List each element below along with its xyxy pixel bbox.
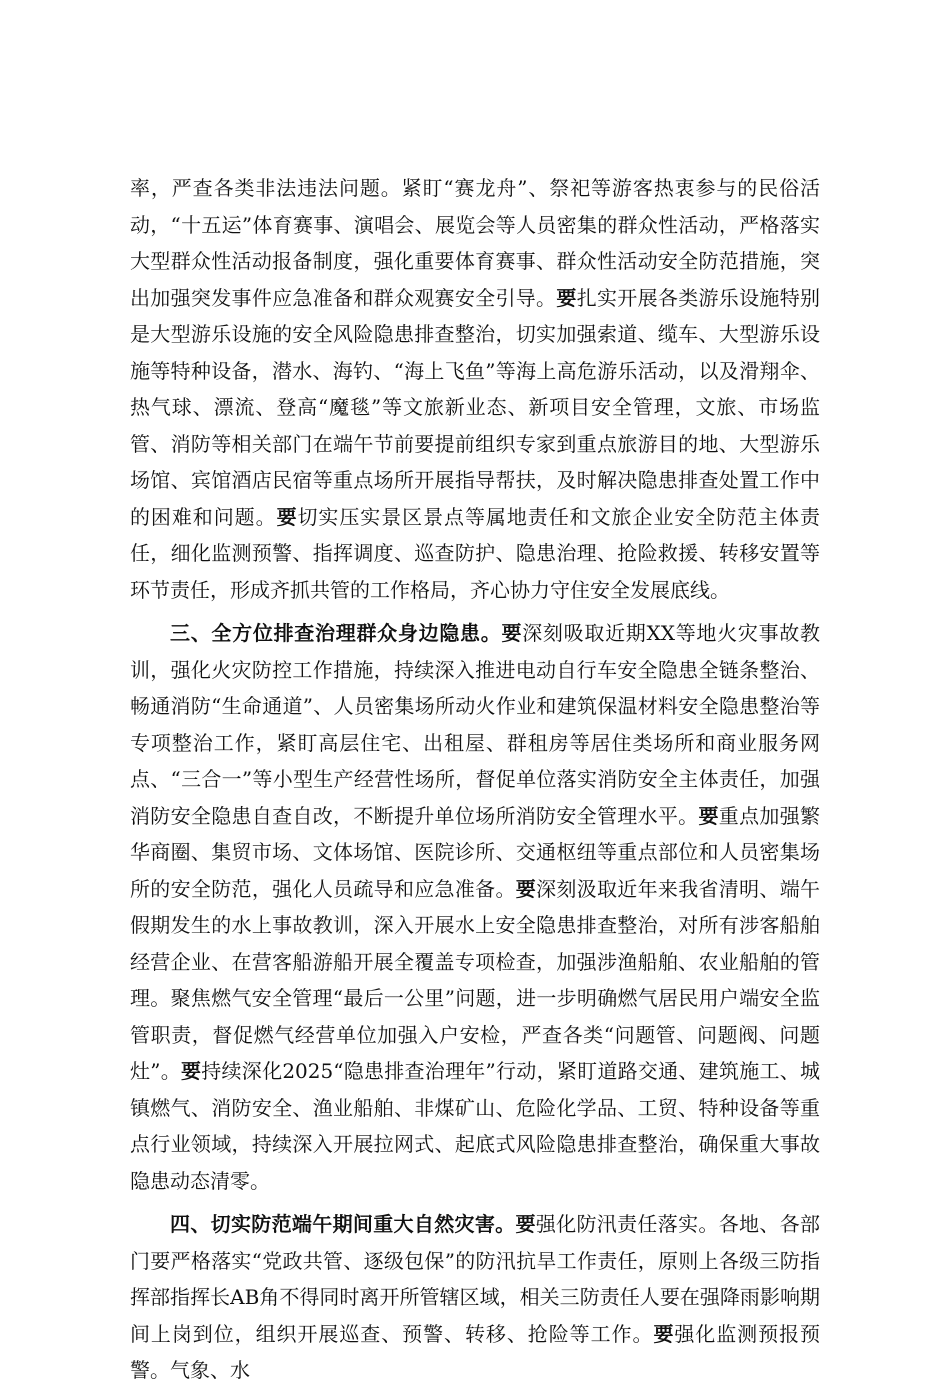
emphasis-text: 要 (556, 285, 577, 310)
paragraph-section-four (130, 1206, 820, 1389)
paragraph-text: 切实压实景区景点等属地责任和文旅企业安全防范主体责任，细化监测预警、指挥调度、巡查防护、隐患治理、抢险救援、转移安置等环节责任，形成齐抓共管的工作格局，齐心协力守住安全发展底线。 (130, 504, 820, 602)
paragraph-text: 持续深化2025“隐患排查治理年”行动，紧盯道路交通、建筑施工、城镇燃气、消防安全、渔业船舶、非煤矿山、危险化学品、工贸、特种设备等重点行业领域，持续深入开展拉网式、起底式风险隐患排查整治，确保重大事故隐患动态清零。 (130, 1059, 820, 1193)
paragraph-text: 深刻吸取近期XX等地火灾事故教训，强化火灾防控工作措施，持续深入推进电动自行车安全隐患全链条整治、畅通消防“生命通道”、人员密集场所动火作业和建筑保温材料安全隐患整治等专项整治工作，紧盯高层住宅、出租屋、群租房等居住类场所和商业服务网点、“三合一”等小型生产经营性场所，督促单位落实消防安全主体责任，加强消防安全隐患自查自改，不断提升单位场所消防安全管理水平。 (130, 621, 821, 828)
paragraph-text: 扎实开展各类游乐设施特别是大型游乐设施的安全风险隐患排查整治，切实加强索道、缆车、大型游乐设施等特种设备，潜水、海钓、“海上飞鱼”等海上高危游乐活动，以及滑翔伞、热气球、漂流、登高“魔毯”等文旅新业态、新项目安全管理，文旅、市场监管、消防等相关部门在端午节前要提前组织专家到重点旅游目的地、大型游乐场馆、宾馆酒店民宿等重点场所开展指导帮扶，及时解决隐患排查处置工作中的困难和问题。 (130, 285, 821, 529)
emphasis-text: 要 (698, 803, 719, 828)
section-heading: 三、全方位排查治理群众身边隐患。要 (170, 621, 523, 645)
emphasis-text: 要 (276, 504, 298, 529)
paragraph-text: 深刻汲取近年来我省清明、端午假期发生的水上事故教训，深入开展水上安全隐患排查整治，对所有涉客船舶经营企业、在营客船游船开展全覆盖专项检查，加强涉渔船舶、农业船舶的管理。聚焦燃气安全管理“最后一公里”问题，进一步明确燃气居民用户端安全监管职责，督促燃气经营单位加强入户安检，严查各类“问题管、问题阀、问题灶”。 (130, 876, 821, 1083)
paragraph-text: 强化监测预报预警。气象、水 (130, 1321, 820, 1382)
paragraph-section-three (130, 615, 820, 1199)
paragraph-text: 率，严查各类非法违法问题。紧盯“赛龙舟”、祭祀等游客热衷参与的民俗活动，“十五运”体育赛事、演唱会、展览会等人员密集的群众性活动，严格落实大型群众性活动报备制度，强化重要体育赛事、群众性活动安全防范措施，突出加强突发事件应急准备和群众观赛安全引导。 (130, 176, 820, 310)
paragraph-tourism-safety (130, 170, 820, 608)
emphasis-text: 要 (181, 1059, 202, 1083)
paragraph-text: 强化防汛责任落实。各地、各部门要严格落实“党政共管、逐级包保”的防汛抗旱工作责任，原则上各级三防指挥部指挥长AB角不得同时离开所管辖区域，相关三防责任人要在强降雨影响期间上岗到位，组织开展巡查、预警、转移、抢险等工作。 (130, 1212, 821, 1346)
section-heading: 四、切实防范端午期间重大自然灾害。要 (170, 1212, 536, 1236)
emphasis-text: 要 (653, 1321, 675, 1346)
emphasis-text: 要 (515, 876, 537, 901)
paragraph-text: 重点加强繁华商圈、集贸市场、文体场馆、医院诊所、交通枢纽等重点部位和人员密集场所的安全防范，强化人员疏导和应急准备。 (130, 803, 821, 901)
document-body (130, 170, 820, 1396)
